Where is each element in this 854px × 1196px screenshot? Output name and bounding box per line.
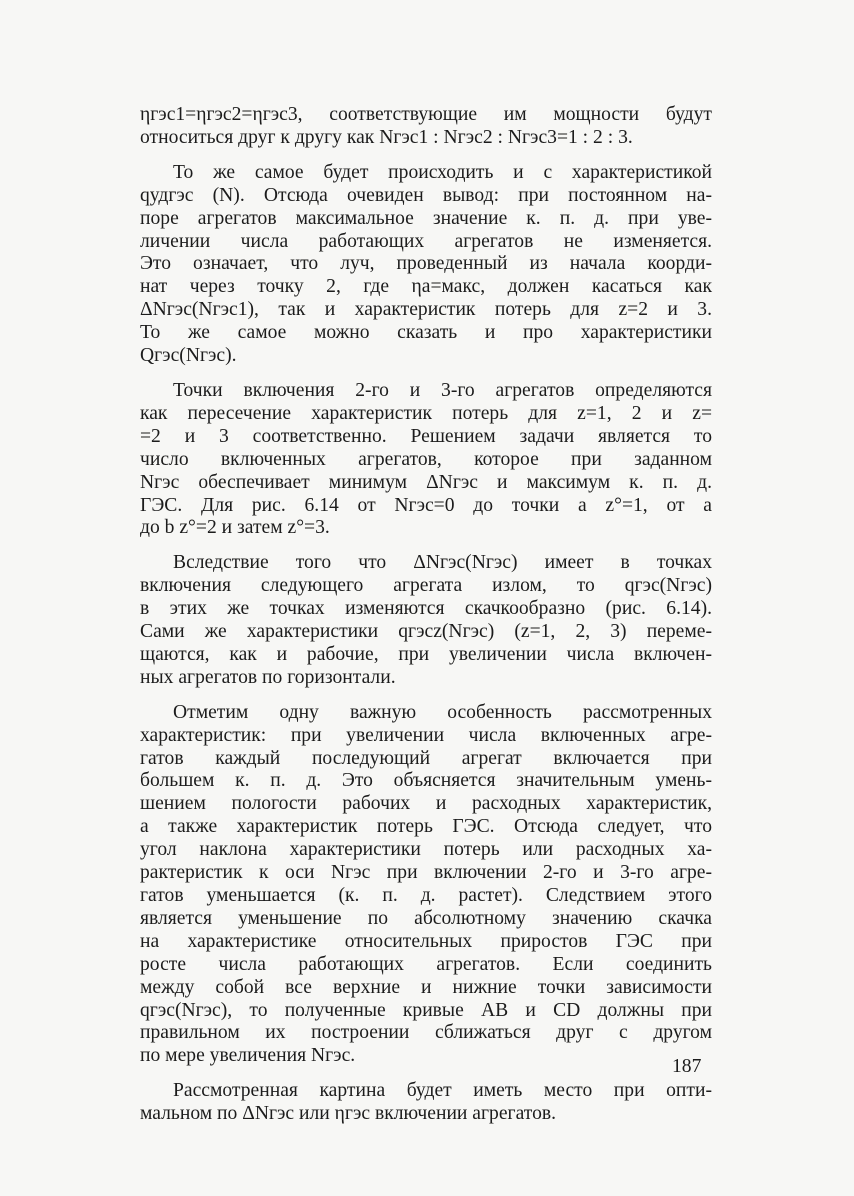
paragraph xyxy=(140,162,712,368)
text-line: по мере увеличения Nгэс. xyxy=(140,1045,356,1067)
text-line: =2 и 3 соответственно. Решением задачи является то xyxy=(140,425,712,447)
paragraph xyxy=(140,552,712,689)
text-line: Точки включения 2-го и 3-го агрегатов определяются xyxy=(173,379,712,401)
paragraph xyxy=(140,104,712,150)
page-text xyxy=(140,104,712,1126)
text-line: qгэс(Nгэс), то полученные кривые AB и CD должны при xyxy=(140,999,712,1021)
text-line: росте числа работающих агрегатов. Если соединить xyxy=(140,953,712,975)
text-line: является уменьшение по абсолютному значению скачка xyxy=(140,907,712,929)
text-line: Это означает, что луч, проведенный из начала коорди- xyxy=(140,253,712,275)
text-line: большем к. п. д. Это объясняется значительным умень- xyxy=(140,770,712,792)
text-line: угол наклона характеристики потерь или расходных ха- xyxy=(140,839,712,861)
text-line: в этих же точках изменяются скачкообразно (рис. 6.14). xyxy=(140,598,712,620)
text-line: гатов каждый последующий агрегат включается при xyxy=(140,747,712,769)
text-line: характеристик: при увеличении числа включенных агре- xyxy=(140,724,712,746)
text-line: Nгэс обеспечивает минимум ΔNгэс и максимум к. п. д. xyxy=(140,471,712,493)
text-line: относиться друг к другу как Nгэс1 : Nгэс2 : Nгэс3=1 : 2 : 3. xyxy=(140,126,633,148)
text-line: Отметим одну важную особенность рассмотренных xyxy=(173,701,712,723)
text-line: поре агрегатов максимальное значение к. п. д. при уве- xyxy=(140,207,712,229)
paragraph xyxy=(140,1080,712,1126)
text-line: шением пологости рабочих и расходных характеристик, xyxy=(140,793,712,815)
text-line: Qгэс(Nгэс). xyxy=(140,345,237,367)
text-line: щаются, как и рабочие, при увеличении числа включен- xyxy=(140,643,712,665)
text-line: правильном их построении сближаться друг с другом xyxy=(140,1022,712,1044)
text-line: Рассмотренная картина будет иметь место при опти- xyxy=(173,1080,712,1102)
page-number: 187 xyxy=(672,1056,702,1077)
text-line: гатов уменьшается (к. п. д. растет). Следствием этого xyxy=(140,885,712,906)
text-line: Вследствие того что ΔNгэс(Nгэс) имеет в точках xyxy=(173,552,712,574)
text-line: нат через точку 2, где ηа=макс, должен касаться как xyxy=(140,276,712,298)
text-line: рактеристик к оси Nгэс при включении 2-го и 3-го агре- xyxy=(140,862,712,884)
paragraph xyxy=(140,702,712,1069)
text-line: ηгэс1=ηгэс2=ηгэс3, соответствующие им мощности будут xyxy=(140,104,712,125)
text-line: То же самое будет происходить и с характеристикой xyxy=(173,161,712,183)
text-line: ГЭС. Для рис. 6.14 от Nгэс=0 до точки a z°=1, от a xyxy=(140,494,712,516)
text-line: а также характеристик потерь ГЭС. Отсюда следует, что xyxy=(140,816,712,838)
text-line: ных агрегатов по горизонтали. xyxy=(140,666,396,688)
text-line: ΔNгэс(Nгэс1), так и характеристик потерь для z=2 и 3. xyxy=(140,299,712,321)
text-line: личении числа работающих агрегатов не изменяется. xyxy=(140,230,712,252)
paragraph xyxy=(140,380,712,540)
text-line: qудгэс (N). Отсюда очевиден вывод: при постоянном на- xyxy=(140,184,712,206)
text-line: включения следующего агрегата излом, то qгэс(Nгэс) xyxy=(140,575,712,597)
text-line: Сами же характеристики qгэсz(Nгэс) (z=1, 2, 3) переме- xyxy=(140,621,712,643)
text-line: число включенных агрегатов, которое при заданном xyxy=(140,448,712,470)
text-line: мальном по ΔNгэс или ηгэс включении агрегатов. xyxy=(140,1103,557,1125)
text-line: между собой все верхние и нижние точки зависимости xyxy=(140,976,712,998)
text-line: То же самое можно сказать и про характеристики xyxy=(140,322,712,344)
text-line: как пересечение характеристик потерь для z=1, 2 и z= xyxy=(140,402,712,424)
text-line: до b z°=2 и затем z°=3. xyxy=(140,517,330,539)
text-line: на характеристике относительных приростов ГЭС при xyxy=(140,930,712,952)
